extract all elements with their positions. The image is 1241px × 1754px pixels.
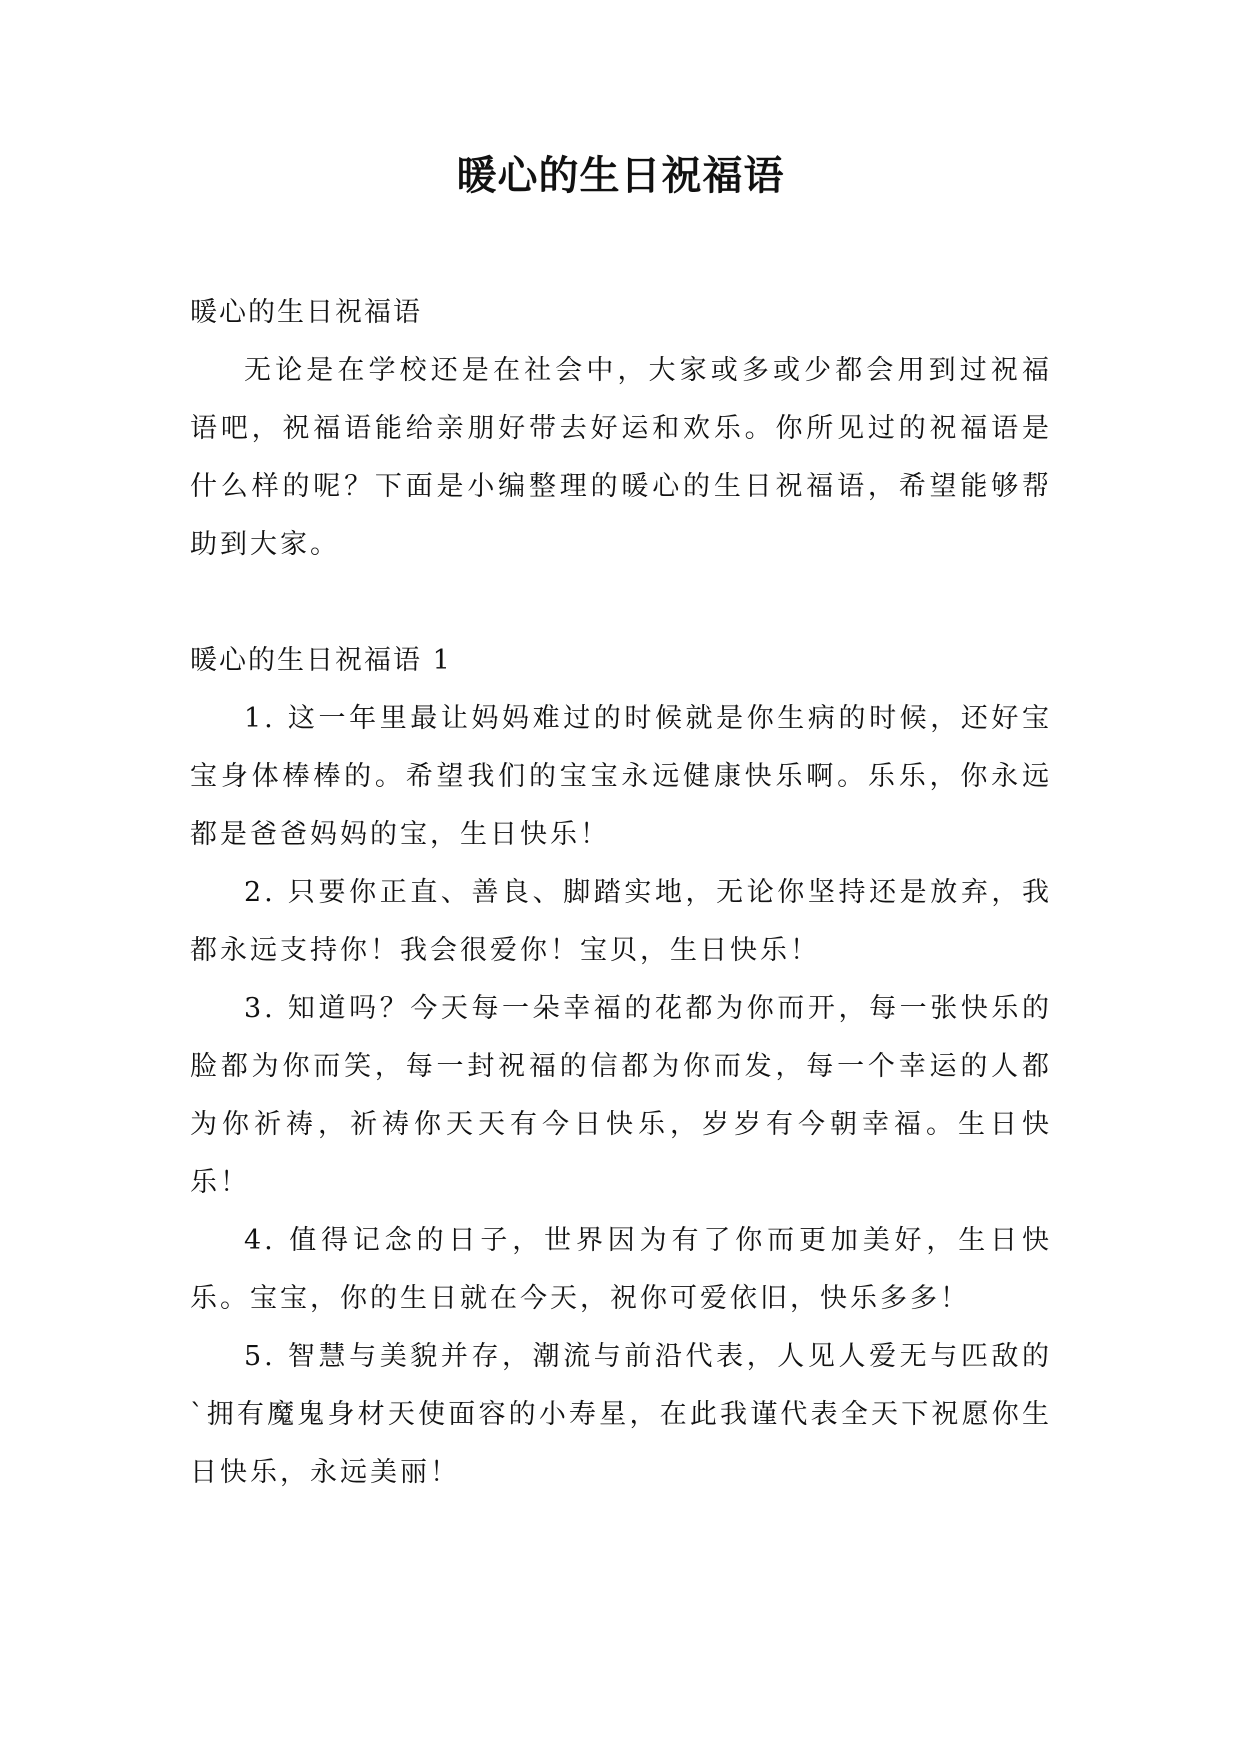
section-heading: 暖心的生日祝福语 1 xyxy=(190,645,452,676)
blessing-item: 4. 值得记念的日子，世界因为有了你而更加美好，生日快乐。宝宝，你的生日就在今天，祝你可爱依旧，快乐多多！ xyxy=(190,1225,1052,1314)
blessing-item: 5. 智慧与美貌并存，潮流与前沿代表，人见人爱无与匹敌的`拥有魔鬼身材天使面容的小寿星，在此我谨代表全天下祝愿你生日快乐，永远美丽！ xyxy=(190,1341,1052,1488)
section-spacer xyxy=(190,574,1052,632)
subtitle-heading: 暖心的生日祝福语 xyxy=(190,297,422,328)
blessing-item: 2. 只要你正直、善良、脚踏实地，无论你坚持还是放弃，我都永远支持你！我会很爱你！宝贝，生日快乐！ xyxy=(190,877,1052,966)
document-body xyxy=(190,284,1052,1502)
document-title: 暖心的生日祝福语 xyxy=(456,152,785,199)
intro-paragraph: 无论是在学校还是在社会中，大家或多或少都会用到过祝福语吧，祝福语能给亲朋好带去好运和欢乐。你所见过的祝福语是什么样的呢？下面是小编整理的暖心的生日祝福语，希望能够帮助到大家。 xyxy=(190,355,1052,560)
blessing-item: 1. 这一年里最让妈妈难过的时候就是你生病的时候，还好宝宝身体棒棒的。希望我们的宝宝永远健康快乐啊。乐乐，你永远都是爸爸妈妈的宝，生日快乐！ xyxy=(190,703,1052,850)
blessing-item: 3. 知道吗？今天每一朵幸福的花都为你而开，每一张快乐的脸都为你而笑，每一封祝福的信都为你而发，每一个幸运的人都为你祈祷，祈祷你天天有今日快乐，岁岁有今朝幸福。生日快乐！ xyxy=(190,993,1052,1198)
